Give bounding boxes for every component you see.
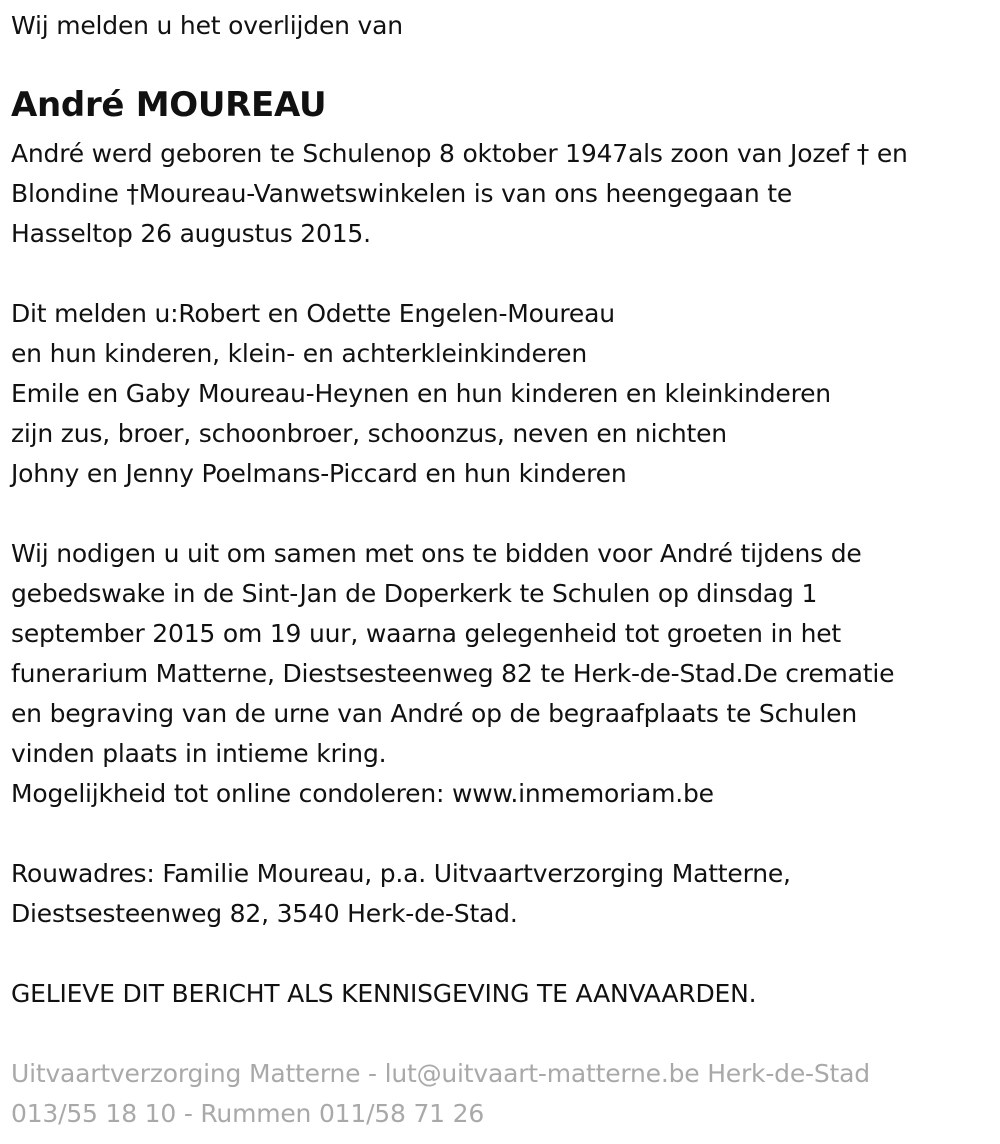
invitation-line: september 2015 om 19 uur, waarna gelegenheid tot groeten in het (11, 619, 842, 648)
address-line: Diestsesteenweg 82, 3540 Herk-de-Stad. (11, 899, 518, 928)
footer-line: 013/55 18 10 - Rummen 011/58 71 26 (11, 1099, 485, 1128)
birth-line: André werd geboren te Schulenop 8 oktober 1947als zoon van Jozef † en (11, 139, 908, 168)
invitation-line: en begraving van de urne van André op de begraafplaats te Schulen (11, 699, 858, 728)
family-line: Johny en Jenny Poelmans-Piccard en hun kinderen (11, 459, 627, 488)
family-line: Dit melden u:Robert en Odette Engelen-Moureau (11, 299, 615, 328)
notice-paragraph (11, 974, 756, 1014)
invitation-line: vinden plaats in intieme kring. (11, 739, 387, 768)
deceased-name: André MOUREAU (11, 85, 327, 125)
family-line: Emile en Gaby Moureau-Heynen en hun kinderen en kleinkinderen (11, 379, 831, 408)
intro-text: Wij melden u het overlijden van (11, 11, 403, 40)
notice-text: GELIEVE DIT BERICHT ALS KENNISGEVING TE AANVAARDEN. (11, 979, 757, 1008)
address-line: Rouwadres: Familie Moureau, p.a. Uitvaartverzorging Matterne, (11, 859, 791, 888)
address-paragraph (11, 854, 791, 934)
invitation-paragraph (11, 534, 894, 814)
family-paragraph (11, 294, 831, 494)
invitation-line: funerarium Matterne, Diestsesteenweg 82 te Herk-de-Stad.De crematie (11, 659, 895, 688)
footer-contact (11, 1054, 870, 1134)
family-line: en hun kinderen, klein- en achterkleinkinderen (11, 339, 587, 368)
invitation-line: Wij nodigen u uit om samen met ons te bidden voor André tijdens de (11, 539, 862, 568)
condolence-line: Mogelijkheid tot online condoleren: www.inmemoriam.be (11, 779, 714, 808)
invitation-line: gebedswake in de Sint-Jan de Doperkerk te Schulen op dinsdag 1 (11, 579, 818, 608)
footer-line: Uitvaartverzorging Matterne - lut@uitvaart-matterne.be Herk-de-Stad (11, 1059, 870, 1088)
birth-line: Hasseltop 26 augustus 2015. (11, 219, 371, 248)
birth-line: Blondine †Moureau-Vanwetswinkelen is van ons heengegaan te (11, 179, 793, 208)
birth-paragraph (11, 134, 908, 254)
family-line: zijn zus, broer, schoonbroer, schoonzus, neven en nichten (11, 419, 727, 448)
